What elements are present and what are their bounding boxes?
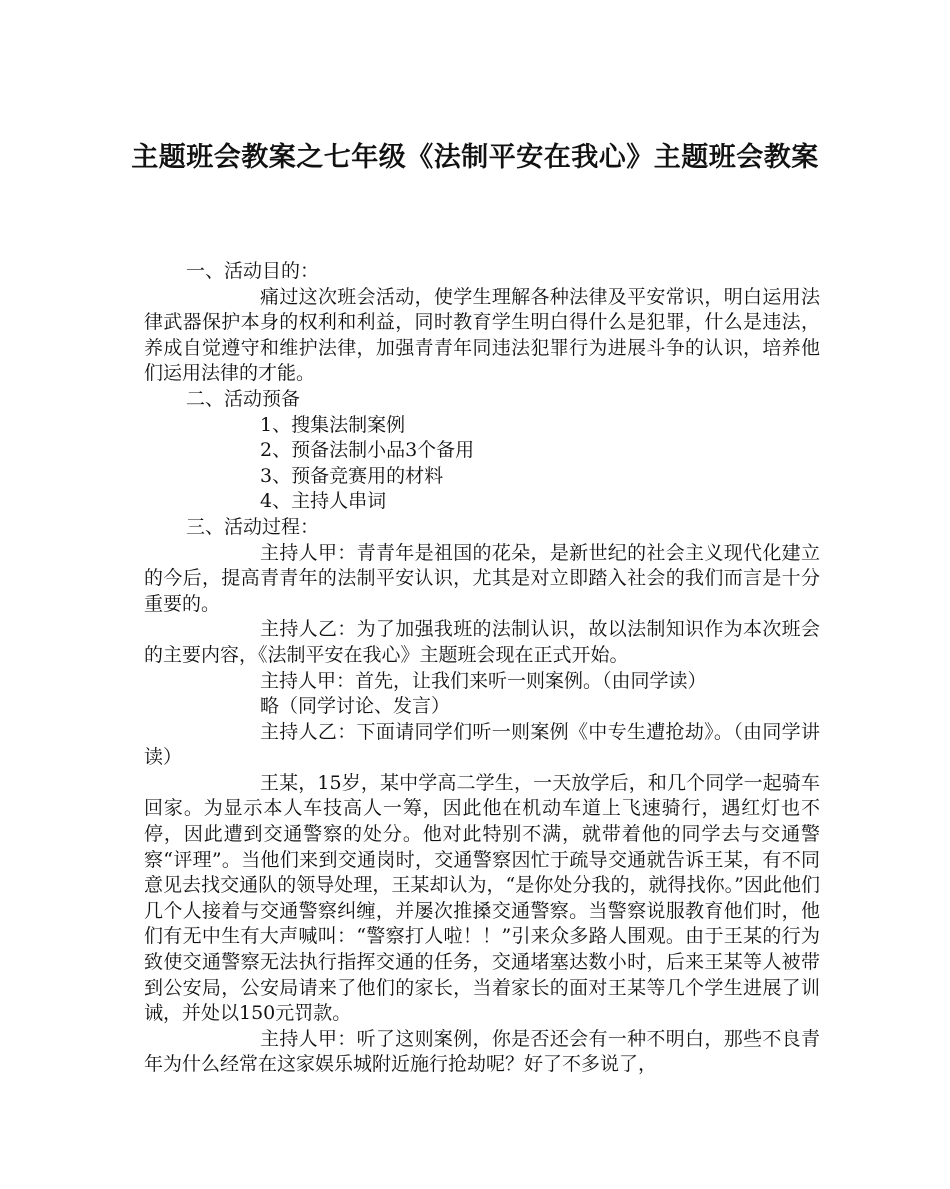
section-heading: 二、活动预备 bbox=[186, 387, 301, 410]
list-item: 3、预备竞赛用的材料 bbox=[260, 464, 444, 487]
list-item: 1、搜集法制案例 bbox=[260, 413, 406, 436]
document-title: 主题班会教案之七年级《法制平安在我心》主题班会教案 bbox=[131, 142, 819, 173]
paragraph: 痛过这次班会活动，使学生理解各种法律及平安常识，明白运用法律武器保护本身的权利和利益，同时教育学生明白得什么是犯罪，什么是违法，养成自觉遵守和维护法律，加强青青年同违法犯罪行为进展斗争的认识，培养他们运用法律的才能。 bbox=[144, 285, 820, 385]
paragraph: 略（同学讨论、发言） bbox=[260, 695, 451, 718]
paragraph: 王某，15岁，某中学高二学生，一天放学后，和几个同学一起骑车回家。为显示本人车技高人一筹，因此他在机动车道上飞速骑行，遇红灯也不停，因此遭到交通警察的处分。他对此特别不满，就带着他的同学去与交通警察“评理”。当他们来到交通岗时，交通警察因忙于疏导交通就告诉王某，有不同意见去找交通队的领导处理，王某却认为，“是你处分我的，就得找你。”因此他们几个人接着与交通警察纠缠，并屡次推搡交通警察。当警察说服教育他们时，他们有无中生有大声喊叫：“警察打人啦！！”引来众多路人围观。由于王某的行为致使交通警察无法执行指挥交通的任务，交通堵塞达数小时，后来王某等人被带到公安局，公安局请来了他们的家长，当着家长的面对王某等几个学生进展了训诫，并处以150元罚款。 bbox=[144, 771, 820, 1025]
list-item: 2、预备法制小品3个备用 bbox=[260, 439, 475, 462]
paragraph: 主持人甲：青青年是祖国的花朵，是新世纪的社会主义现代化建立的今后，提高青青年的法制平安认识，尤其是对立即踏入社会的我们而言是十分重要的。 bbox=[144, 541, 820, 615]
section-heading: 三、活动过程： bbox=[186, 515, 320, 538]
paragraph: 主持人乙：下面请同学们听一则案例《中专生遭抢劫》。（由同学讲读） bbox=[144, 720, 820, 769]
paragraph: 主持人甲：首先，让我们来听一则案例。（由同学读） bbox=[260, 669, 707, 692]
paragraph: 主持人乙：为了加强我班的法制认识，故以法制知识作为本次班会的主要内容，《法制平安在我心》主题班会现在正式开始。 bbox=[144, 618, 820, 666]
document-body bbox=[144, 259, 820, 1078]
paragraph: 主持人甲：听了这则案例，你是否还会有一种不明白，那些不良青年为什么经常在这家娱乐城附近施行抢劫呢？好了不多说了， bbox=[144, 1027, 820, 1076]
list-item: 4、主持人串词 bbox=[260, 490, 387, 513]
section-heading: 一、活动目的： bbox=[186, 260, 320, 282]
